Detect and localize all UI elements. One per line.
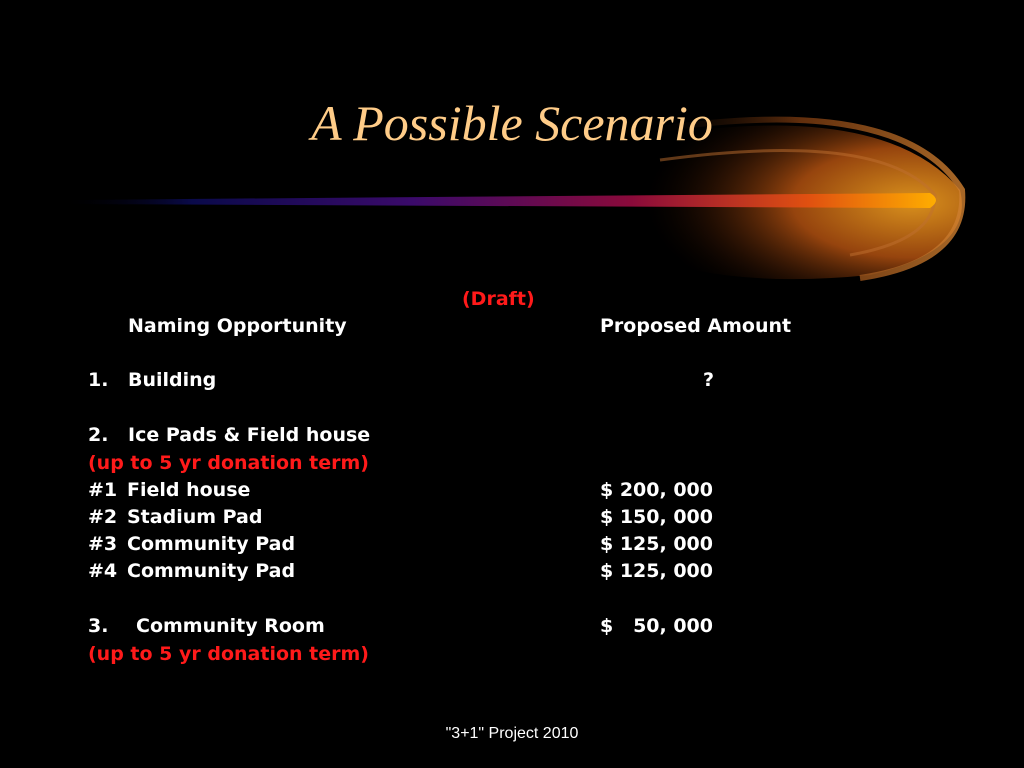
draft-label: (Draft) [462, 288, 535, 310]
sub-item-amount: $ 150, 000 [600, 506, 713, 528]
item-number: 3. [88, 615, 109, 637]
sub-item-amount: $ 125, 000 [600, 533, 713, 555]
sub-item-number: #4 [88, 560, 118, 582]
item-label-building: Building [128, 369, 217, 391]
sub-item-label: Field house [127, 479, 251, 501]
sub-item-number: #2 [88, 506, 118, 528]
header-naming-opportunity: Naming Opportunity [128, 315, 347, 337]
item-label-ice-pads: Ice Pads & Field house [128, 424, 371, 446]
sub-item-number: #1 [88, 479, 118, 501]
sub-item-label: Community Pad [127, 560, 296, 582]
header-proposed-amount: Proposed Amount [600, 315, 792, 337]
item-number: 1. [88, 369, 109, 391]
sub-item-number: #3 [88, 533, 118, 555]
item-amount-community-room: $ 50, 000 [600, 615, 713, 637]
donation-term-note: (up to 5 yr donation term) [88, 452, 369, 474]
sub-item-label: Community Pad [127, 533, 296, 555]
footer: "3+1" Project 2010 [445, 725, 579, 742]
sub-item-label: Stadium Pad [127, 506, 263, 528]
swoosh-line [60, 193, 936, 208]
sub-item-amount: $ 200, 000 [600, 479, 713, 501]
item-number: 2. [88, 424, 109, 446]
item-label-community-room: Community Room [136, 615, 325, 637]
item-amount-building: ? [703, 369, 715, 391]
donation-term-note: (up to 5 yr donation term) [88, 643, 369, 665]
slide-title: A Possible Scenario [311, 95, 713, 151]
sub-item-amount: $ 125, 000 [600, 560, 713, 582]
